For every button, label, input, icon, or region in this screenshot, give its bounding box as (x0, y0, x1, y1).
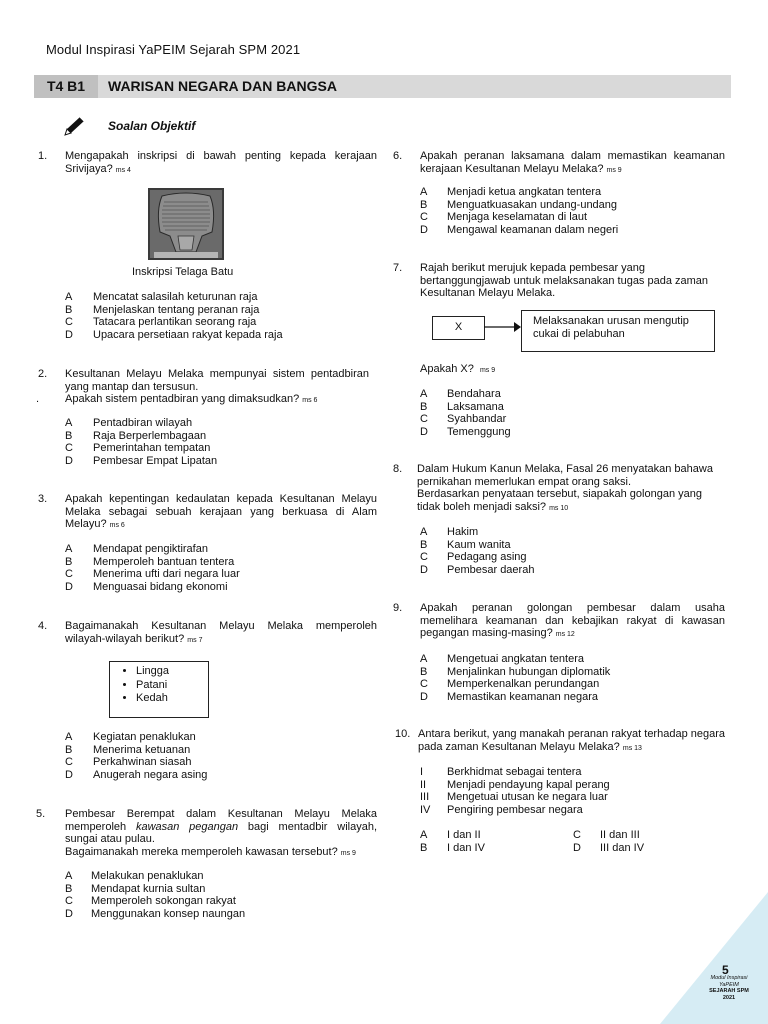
q4-number: 4. (38, 620, 48, 632)
q7-question: Apakah X? ms 9 (420, 363, 496, 375)
q1-options: A Mencatat salasilah keturunan raja B Menjelaskan tentang peranan raja C Tatacara perlantikan seorang raja D Upacara persetiaan rakyat kepada raja (65, 291, 283, 341)
section-label: Soalan Objektif (108, 119, 196, 133)
chapter-title: WARISAN NEGARA DAN BANGSA (108, 78, 337, 94)
q3-number: 3. (38, 493, 48, 505)
q4-stem: Bagaimanakah Kesultanan Melayu Melaka memperoleh wilayah-wilayah berikut? ms 7 (65, 620, 377, 645)
q7-options: A Bendahara B Laksamana C Syahbandar D Temenggung (420, 388, 511, 438)
q4-options: A Kegiatan penaklukan B Menerima ketuanan C Perkahwinan siasah D Anugerah negara asing (65, 731, 208, 781)
q4-list-item: • Kedah (136, 692, 208, 706)
q8-options: A Hakim B Kaum wanita C Pedagang asing D Pembesar daerah (420, 526, 535, 576)
q7-number: 7. (393, 262, 403, 274)
q1-caption: Inskripsi Telaga Batu (132, 266, 234, 278)
q2-dot: . (36, 393, 40, 405)
q8-number: 8. (393, 463, 403, 475)
q7-stem: Rajah berikut merujuk kepada pembesar yang bertanggungjawab untuk melaksanakan tugas pada zaman Kesultanan Melayu Melaka. (420, 262, 709, 299)
footer-logo: Modul Inspirasi YaPEIM SEJARAH SPM 2021 (709, 975, 749, 1001)
q4-list-item: • Lingga (136, 665, 208, 679)
document-header: Modul Inspirasi YaPEIM Sejarah SPM 2021 (46, 42, 301, 57)
q7-box-description: Melaksanakan urusan mengutip cukai di pelabuhan (521, 310, 715, 352)
q7-box-x: X (432, 316, 485, 340)
q10-stem: Antara berikut, yang manakah peranan rakyat terhadap negara pada zaman Kesultanan Melayu Melaka? ms 13 (418, 728, 725, 753)
q9-number: 9. (393, 602, 403, 614)
q5-options: A Melakukan penaklukan B Mendapat kurnia sultan C Memperoleh sokongan rakyat D Menggunakan konsep naungan (65, 870, 246, 920)
q2-stem: Kesultanan Melayu Melaka mempunyai sistem pentadbiran yang mantap dan tersusun. Apakah sistem pentadbiran yang dimaksudkan? ms 6 (65, 368, 369, 405)
page-number: 5 (722, 963, 729, 977)
corner-decoration (660, 880, 768, 1024)
q5-number: 5. (36, 808, 46, 820)
q10-options-left: A I dan II B I dan IV (420, 829, 485, 854)
arrow-right-icon (484, 321, 522, 333)
q10-statements: I Berkhidmat sebagai tentera II Menjadi pendayung kapal perang III Mengetuai utusan ke negara luar IV Pengiring pembesar negara (420, 766, 610, 816)
q6-number: 6. (393, 150, 403, 162)
q2-number: 2. (38, 368, 48, 380)
pencil-icon (62, 114, 88, 138)
q9-options: A Mengetuai angkatan tentera B Menjalinkan hubungan diplomatik C Memperkenalkan perundangan D Memastikan keamanan negara (420, 653, 611, 703)
q8-stem: Dalam Hukum Kanun Melaka, Fasal 26 menyatakan bahawa pernikahan memerlukan empat orang saksi. Berdasarkan penyataan tersebut, siapakah golongan yang tidak boleh menjadi saksi? ms 10 (417, 463, 713, 513)
q9-stem: Apakah peranan golongan pembesar dalam usaha memelihara keamanan dan kebajikan rakyat di kawasan pegangan masing-masing? ms 12 (420, 602, 725, 639)
inscription-image (148, 188, 224, 260)
q10-options-right: C II dan III D III dan IV (573, 829, 645, 854)
q1-number: 1. (38, 150, 48, 162)
q5-stem: Pembesar Berempat dalam Kesultanan Melayu Melaka memperoleh kawasan pegangan bagi mentadbir wilayah, sungai atau pulau. Bagaimanakah mereka memperoleh kawasan tersebut? ms 9 (65, 808, 377, 858)
q6-stem: Apakah peranan laksamana dalam memastikan keamanan kerajaan Kesultanan Melayu Melaka? ms 9 (420, 150, 725, 175)
q4-region-box (109, 661, 209, 718)
q10-number: 10. (395, 728, 411, 740)
chapter-code: T4 B1 (34, 75, 98, 98)
q3-options: A Mendapat pengiktirafan B Memperoleh bantuan tentera C Menerima ufti dari negara luar D Menguasai bidang ekonomi (65, 543, 240, 593)
q1-stem: Mengapakah inskripsi di bawah penting kepada kerajaan Srivijaya? ms 4 (65, 150, 377, 175)
q3-stem: Apakah kepentingan kedaulatan kepada Kesultanan Melayu Melaka sebagai sebuah kerajaan yang berkuasa di Alam Melayu? ms 6 (65, 493, 377, 530)
q2-options: A Pentadbiran wilayah B Raja Berperlembagaan C Pemerintahan tempatan D Pembesar Empat Lipatan (65, 417, 218, 467)
q4-list-item: • Patani (136, 679, 208, 693)
q6-options: A Menjadi ketua angkatan tentera B Menguatkuasakan undang-undang C Menjaga keselamatan di laut D Mengawal keamanan dalam negeri (420, 186, 619, 236)
